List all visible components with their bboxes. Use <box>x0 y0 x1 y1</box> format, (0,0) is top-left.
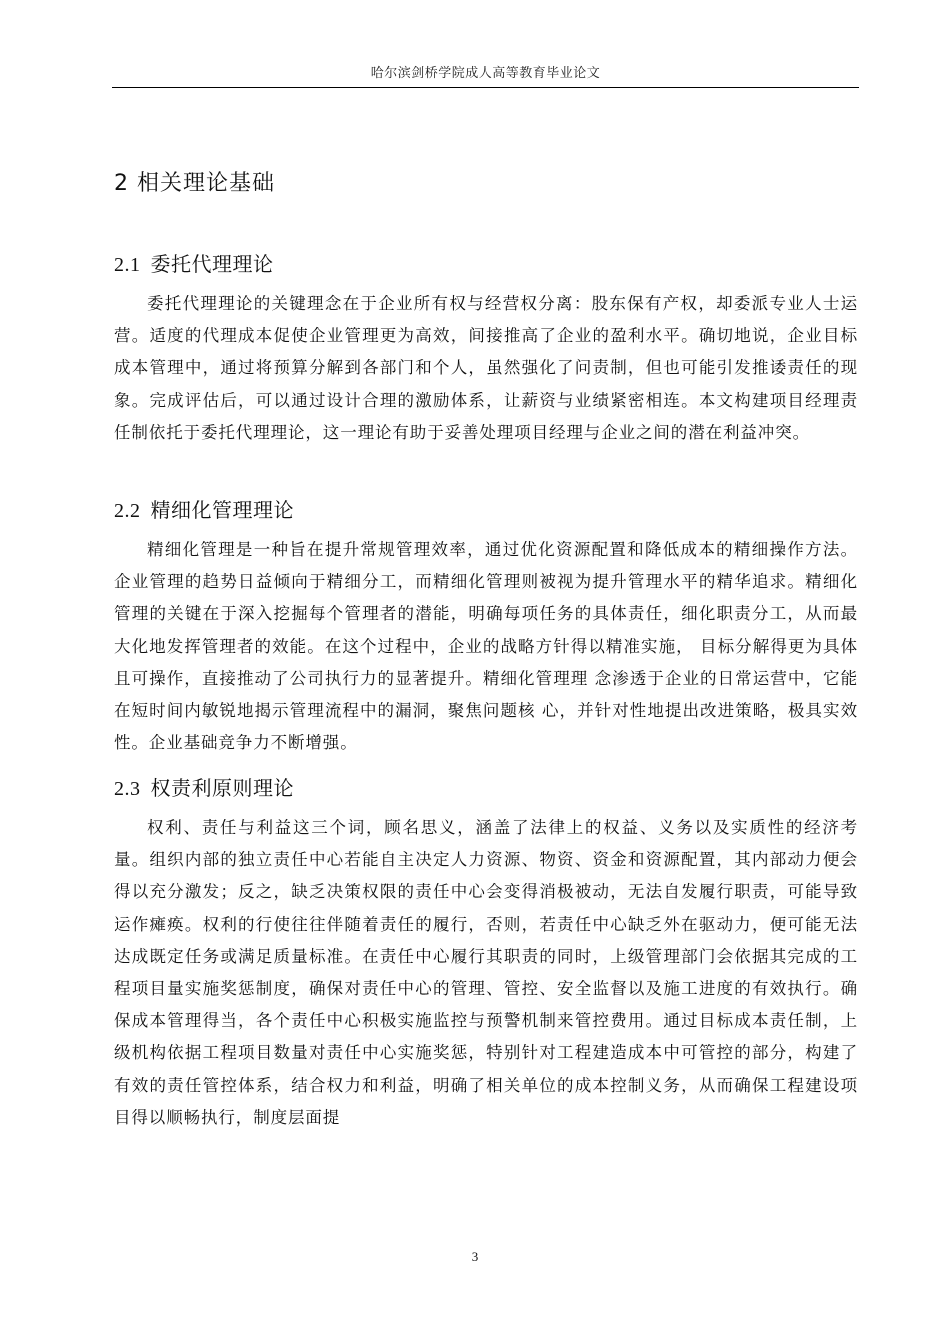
section-title-text: 委托代理理论 <box>150 252 274 276</box>
section-heading-2-2 <box>114 494 294 523</box>
section-title-text: 权责利原则理论 <box>150 776 294 800</box>
section-paragraph-2-1: 委托代理理论的关键理念在于企业所有权与经营权分离：股东保有产权，却委派专业人士运营。适度的代理成本促使企业管理更为高效，间接推高了企业的盈利水平。确切地说，企业目标成本管理中，通过将预算分解到各部门和个人，虽然强化了问责制，但也可能引发推诿责任的现象。完成评估后，可以通过设计合理的激励体系，让薪资与业绩紧密相连。本文构建项目经理责任制依托于委托代理理论，这一理论有助于妥善处理项目经理与企业之间的潜在利益冲突。 <box>114 294 858 442</box>
section-heading-2-3 <box>114 772 294 801</box>
section-number: 2.3 <box>114 778 141 800</box>
section-number: 2.2 <box>114 500 141 522</box>
section-number: 2.1 <box>114 254 141 276</box>
section-paragraph-2-2: 精细化管理是一种旨在提升常规管理效率，通过优化资源配置和降低成本的精细操作方法。企业管理的趋势日益倾向于精细分工，而精细化管理则被视为提升管理水平的精华追求。精细化管理的关键在于深入挖掘每个管理者的潜能，明确每项任务的具体责任，细化职责分工，从而最大化地发挥管理者的效能。在这个过程中，企业的战略方针得以精准实施， 目标分解得更为具体且可操作，直接推动了公司执行力的显著提升。精细化管理理 念渗透于企业的日常运营中，它能在短时间内敏锐地揭示管理流程中的漏洞，聚焦问题核 心，并针对性地提出改进策略，极具实效性。企业基础竞争力不断增强。 <box>114 540 858 753</box>
page-header: 哈尔滨剑桥学院成人高等教育毕业论文 <box>370 66 601 81</box>
section-heading-2-1 <box>114 248 274 277</box>
chapter-title: 2 相关理论基础 <box>114 171 275 196</box>
section-paragraph-2-3: 权利、责任与利益这三个词，顾名思义，涵盖了法律上的权益、义务以及实质性的经济考量。组织内部的独立责任中心若能自主决定人力资源、物资、资金和资源配置，其内部动力便会得以充分激发；反之，缺乏决策权限的责任中心会变得消极被动，无法自发履行职责，可能导致运作瘫痪。权利的行使往往伴随着责任的履行，否则，若责任中心缺乏外在驱动力，便可能无法达成既定任务或满足质量标准。在责任中心履行其职责的同时，上级管理部门会依据其完成的工程项目量实施奖惩制度，确保对责任中心的管理、管控、安全监督以及施工进度的有效执行。确保成本管理得当，各个责任中心积极实施监控与预警机制来管控费用。通过目标成本责任制，上级机构依据工程项目数量对责任中心实施奖惩，特别针对工程建造成本中可管控的部分，构建了有效的责任管控体系，结合权力和利益，明确了相关单位的成本控制义务，从而确保工程建设项目得以顺畅执行，制度层面提 <box>114 818 858 1127</box>
page-number: 3 <box>471 1249 479 1264</box>
header-divider <box>112 87 859 88</box>
section-title-text: 精细化管理理论 <box>150 498 294 522</box>
